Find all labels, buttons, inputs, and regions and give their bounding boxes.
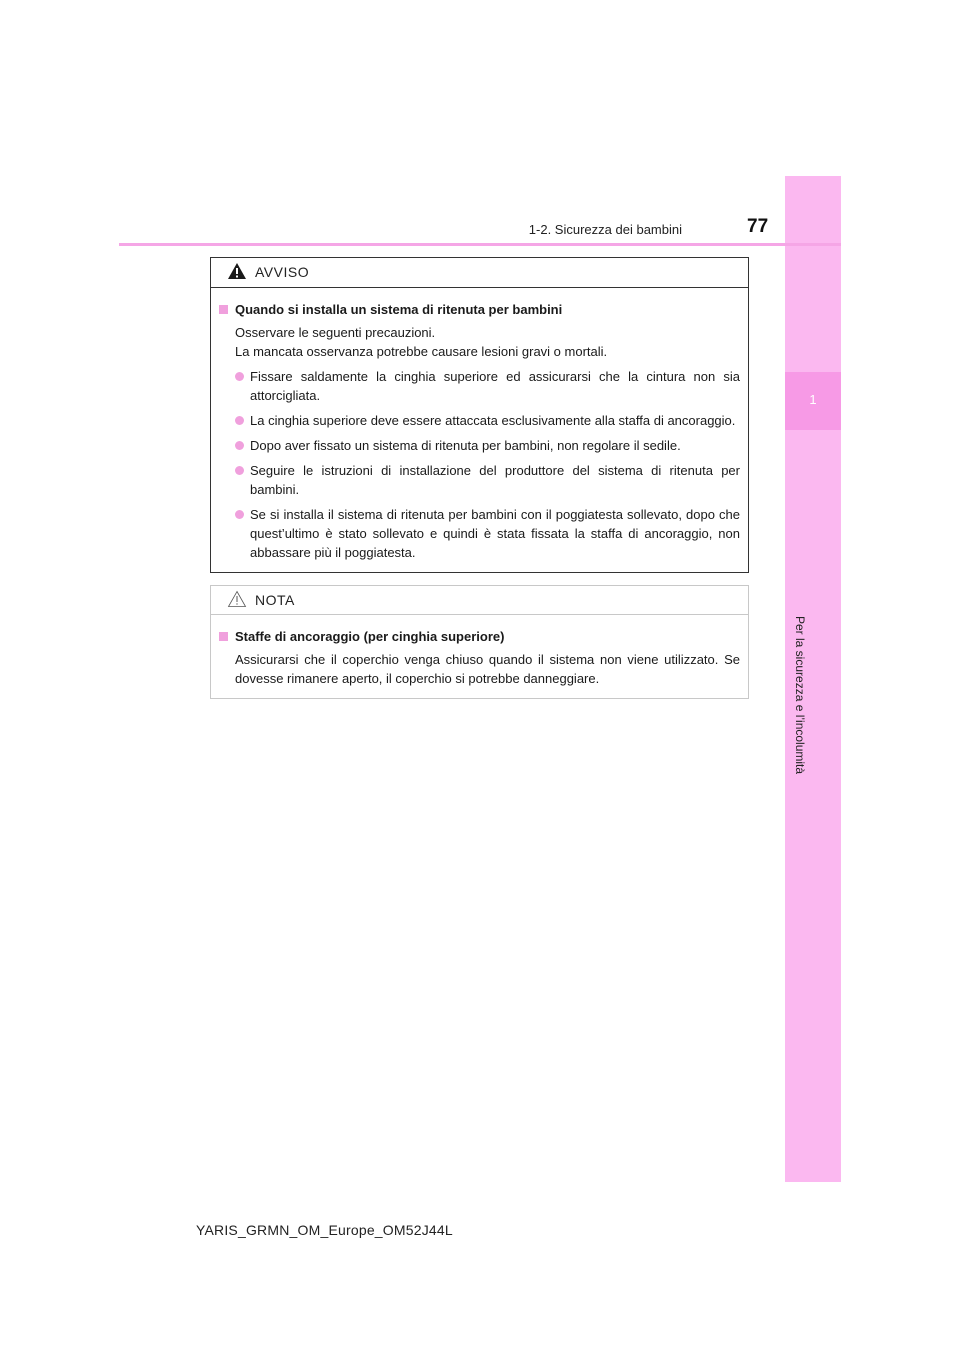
avviso-bullet: Se si installa il sistema di ritenuta per bambini con il poggiatesta sollevato, dopo che quest’ultimo è stato sollevato e quindi è stata fissata la staffa di ancoraggio, non abbassare più il poggiatesta. xyxy=(219,505,740,562)
circle-bullet-icon xyxy=(235,466,244,475)
circle-bullet-icon xyxy=(235,510,244,519)
avviso-box xyxy=(210,257,749,573)
circle-bullet-icon xyxy=(235,372,244,381)
chapter-number: 1 xyxy=(809,392,817,407)
circle-bullet-icon xyxy=(235,416,244,425)
square-bullet-icon xyxy=(219,632,228,641)
warning-filled-icon xyxy=(227,262,247,280)
avviso-bullet: La cinghia superiore deve essere attaccata esclusivamente alla staffa di ancoraggio. xyxy=(219,411,740,430)
avviso-header xyxy=(211,258,748,288)
avviso-intro-1: Osservare le seguenti precauzioni. xyxy=(235,325,436,340)
chapter-title: Per la sicurezza e l’incolumità xyxy=(793,616,807,775)
page-number: 77 xyxy=(747,216,769,237)
warning-outline-icon xyxy=(227,590,247,608)
nota-box xyxy=(210,585,749,699)
avviso-heading: Quando si installa un sistema di ritenuta per bambini xyxy=(219,300,740,320)
square-bullet-icon xyxy=(219,305,228,314)
nota-header xyxy=(211,586,748,615)
header-rule xyxy=(119,243,841,246)
circle-bullet-icon xyxy=(235,441,244,450)
nota-text: Assicurarsi che il coperchio venga chiuso quando il sistema non viene utilizzato. Se dovesse rimanere aperto, il coperchio si potrebbe danneggiare. xyxy=(235,652,740,686)
nota-heading: Staffe di ancoraggio (per cinghia superiore) xyxy=(219,627,740,647)
nota-label: NOTA xyxy=(255,592,295,608)
doc-code-footer: YARIS_GRMN_OM_Europe_OM52J44L xyxy=(196,1222,453,1238)
avviso-bullet: Fissare saldamente la cinghia superiore ed assicurarsi che la cintura non sia attorcigliata. xyxy=(219,367,740,405)
avviso-label: AVVISO xyxy=(255,264,310,280)
chapter-side-tab xyxy=(785,176,841,1182)
avviso-bullet: Dopo aver fissato un sistema di ritenuta per bambini, non regolare il sedile. xyxy=(219,436,740,455)
avviso-bullet: Seguire le istruzioni di installazione del produttore del sistema di ritenuta per bambini. xyxy=(219,461,740,499)
avviso-intro-2: La mancata osservanza potrebbe causare lesioni gravi o mortali. xyxy=(235,344,608,359)
section-title: 1-2. Sicurezza dei bambini xyxy=(528,222,682,237)
